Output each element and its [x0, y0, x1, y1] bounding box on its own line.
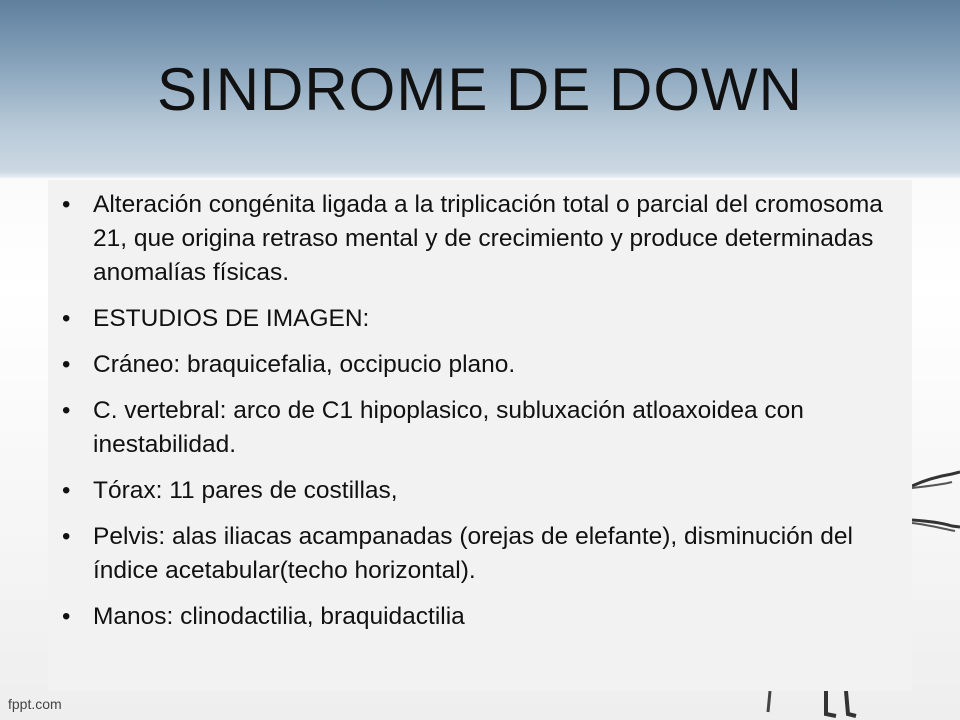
bullet-list: [62, 188, 904, 646]
bullet-item: [62, 188, 904, 290]
bullet-text: C. vertebral: arco de C1 hipoplasico, subluxación atloaxoidea con inestabilidad.: [93, 397, 804, 458]
bullet-text: Cráneo: braquicefalia, occipucio plano.: [93, 351, 516, 378]
content-box: [48, 180, 912, 691]
bullet-icon: •: [62, 191, 71, 218]
bullet-item: [62, 394, 904, 462]
bullet-item: [62, 600, 904, 634]
bullet-item: [62, 520, 904, 588]
slide-title: SINDROME DE DOWN: [157, 56, 803, 123]
bullet-icon: •: [62, 523, 71, 550]
bullet-text: Alteración congénita ligada a la triplicación total o parcial del cromosoma 21, que origina retraso mental y de crecimiento y produce determinadas anomalías físicas.: [93, 191, 883, 286]
bullet-item: [62, 302, 904, 336]
bullet-item: [62, 474, 904, 508]
bullet-icon: •: [62, 477, 71, 504]
bullet-item: [62, 348, 904, 382]
bullet-text: Tórax: 11 pares de costillas,: [93, 477, 398, 504]
bullet-icon: •: [62, 351, 71, 378]
bullet-icon: •: [62, 305, 71, 332]
watermark-text: fppt.com: [8, 696, 62, 712]
bullet-text: Pelvis: alas iliacas acampanadas (orejas de elefante), disminución del índice acetabular(techo horizontal).: [93, 523, 853, 584]
bullet-icon: •: [62, 397, 71, 424]
bullet-icon: •: [62, 603, 71, 630]
bullet-text: ESTUDIOS DE IMAGEN:: [93, 305, 370, 332]
bullet-text: Manos: clinodactilia, braquidactilia: [93, 603, 465, 630]
